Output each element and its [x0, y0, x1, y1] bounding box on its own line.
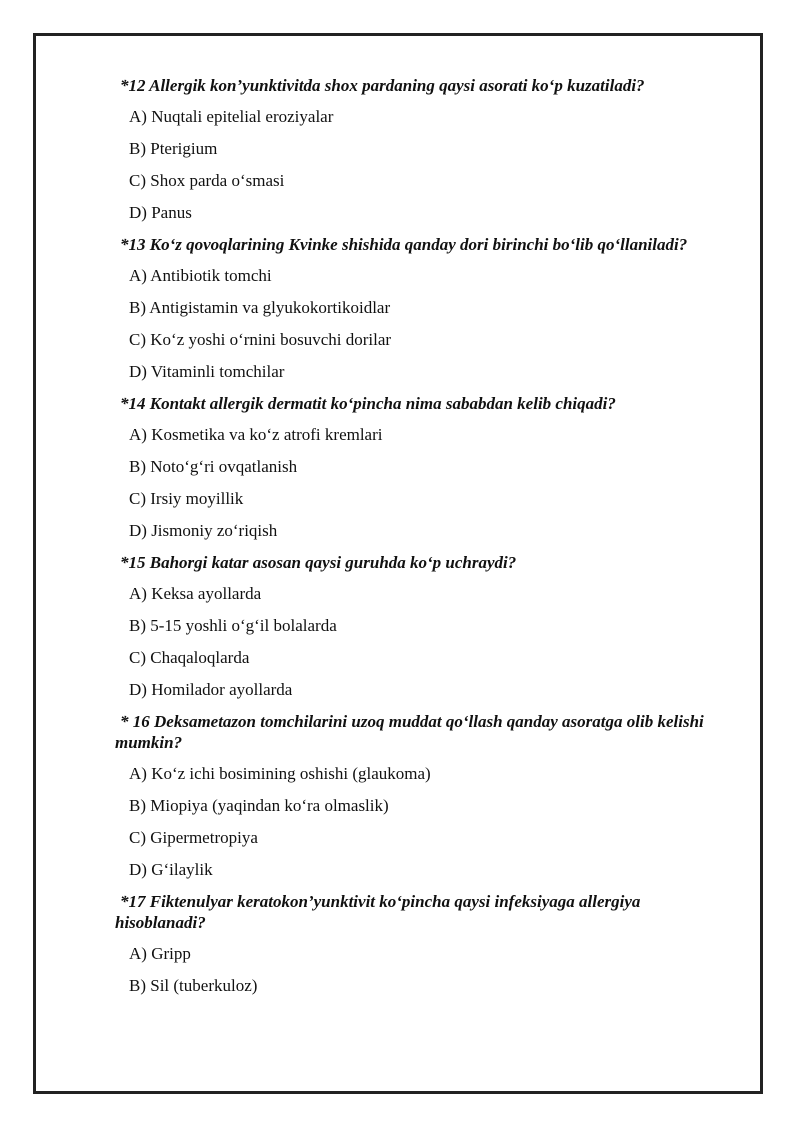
answer-option[interactable]: B) Antigistamin va glyukokortikoidlar: [129, 298, 391, 317]
answer-option[interactable]: B) 5-15 yoshli o‘g‘il bolalarda: [129, 616, 337, 635]
answer-option[interactable]: A) Nuqtali epitelial eroziyalar: [129, 107, 334, 126]
question-text: * 16 Deksametazon tomchilarini uzoq muddat qo‘llash qanday asoratga olib kelishi mumkin?: [115, 712, 704, 752]
answer-option[interactable]: B) Noto‘g‘ri ovqatlanish: [129, 457, 298, 476]
answer-option[interactable]: D) Panus: [129, 203, 192, 222]
answer-option[interactable]: D) Homilador ayollarda: [129, 680, 293, 699]
answer-option[interactable]: D) G‘ilaylik: [129, 860, 213, 879]
answer-option[interactable]: B) Pterigium: [129, 139, 218, 158]
answer-option[interactable]: B) Sil (tuberkuloz): [129, 976, 258, 995]
question-block-17: [115, 891, 725, 996]
question-block-14: [115, 393, 725, 541]
answer-option[interactable]: C) Ko‘z yoshi o‘rnini bosuvchi dorilar: [129, 330, 392, 349]
answer-option[interactable]: B) Miopiya (yaqindan ko‘ra olmaslik): [129, 796, 389, 815]
answer-options: [115, 425, 725, 541]
answer-option[interactable]: D) Vitaminli tomchilar: [129, 362, 285, 381]
answer-options: [115, 107, 725, 223]
question-text: *17 Fiktenulyar keratokon’yunktivit ko‘pincha qaysi infeksiyaga allergiya hisoblanadi?: [115, 892, 641, 932]
test-content: [115, 75, 725, 1007]
question-block-16: [115, 711, 725, 880]
question-block-13: [115, 234, 725, 382]
question-text: *15 Bahorgi katar asosan qaysi guruhda ko‘p uchraydi?: [120, 553, 517, 572]
question-text: *13 Ko‘z qovoqlarining Kvinke shishida qanday dori birinchi bo‘lib qo‘llaniladi?: [120, 235, 688, 254]
answer-option[interactable]: C) Chaqaloqlarda: [129, 648, 250, 667]
question-block-15: [115, 552, 725, 700]
answer-options: [115, 584, 725, 700]
question-block-12: [115, 75, 725, 223]
answer-option[interactable]: C) Irsiy moyillik: [129, 489, 244, 508]
answer-option[interactable]: A) Kosmetika va ko‘z atrofi kremlari: [129, 425, 383, 444]
answer-option[interactable]: A) Ko‘z ichi bosimining oshishi (glaukoma): [129, 764, 431, 783]
answer-option[interactable]: A) Gripp: [129, 944, 191, 963]
answer-options: [115, 944, 725, 996]
answer-options: [115, 266, 725, 382]
answer-option[interactable]: A) Antibiotik tomchi: [129, 266, 272, 285]
answer-options: [115, 764, 725, 880]
answer-option[interactable]: A) Keksa ayollarda: [129, 584, 262, 603]
question-text: *12 Allergik kon’yunktivitda shox pardaning qaysi asorati ko‘p kuzatiladi?: [120, 76, 645, 95]
answer-option[interactable]: C) Gipermetropiya: [129, 828, 258, 847]
question-text: *14 Kontakt allergik dermatit ko‘pincha nima sababdan kelib chiqadi?: [120, 394, 616, 413]
answer-option[interactable]: C) Shox parda o‘smasi: [129, 171, 285, 190]
answer-option[interactable]: D) Jismoniy zo‘riqish: [129, 521, 278, 540]
